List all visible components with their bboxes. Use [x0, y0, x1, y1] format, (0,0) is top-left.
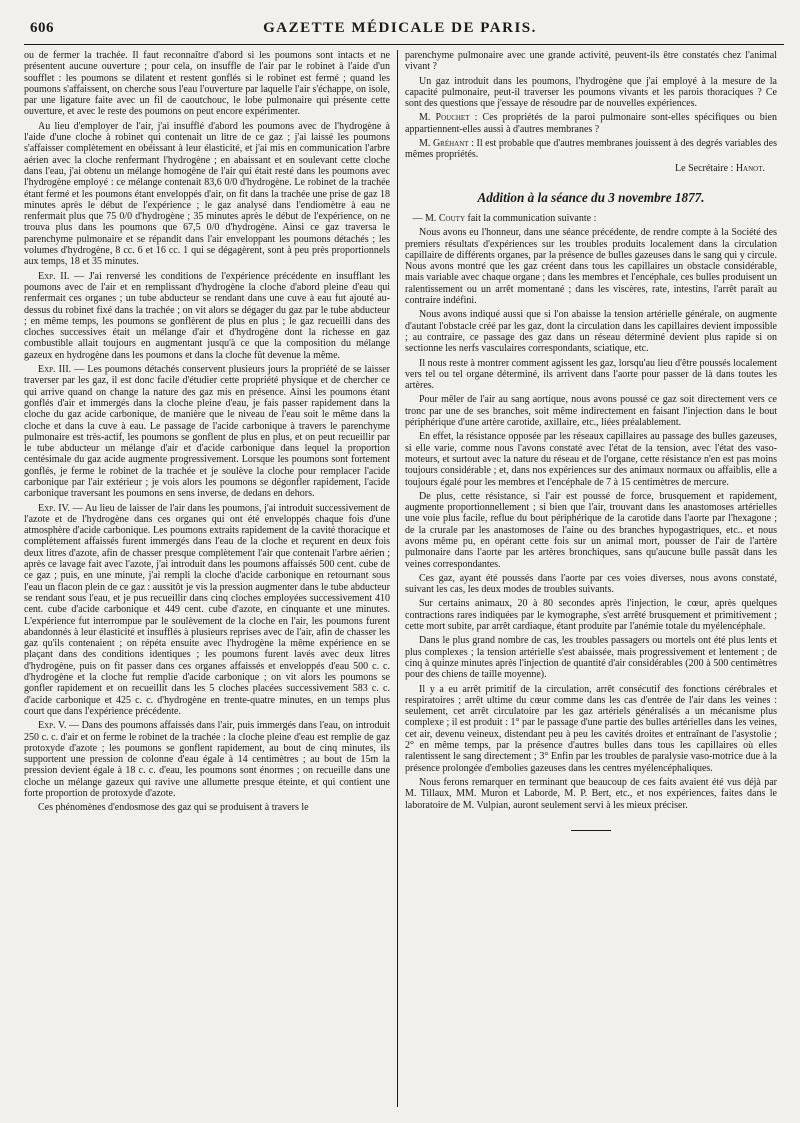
- paragraph: Pour mêler de l'air au sang aortique, nous avons poussé ce gaz soit directement vers ce tronc par une de ses branches, soit même indirectement en faisant l'injection dans le bout périphérique d'une artère carotide, axillaire, etc., liées préalablement.: [405, 394, 777, 429]
- experiment-label: Exp. III.: [38, 364, 72, 376]
- paragraph: [405, 112, 777, 135]
- paragraph: Nous avons eu l'honneur, dans une séance précédente, de rendre compte à la Société des premiers résultats d'expériences sur les troubles produits localement dans la circulation capillaire de différents organes, par la présence de bulles gazeuses dans le sang qui y circule. Nous avons montré que les gaz créent dans tous les capillaires un obstacle considérable, mais variable avec chaque organe ; dans les membres et l'encéphale, ces bulles produisent un ralentissement ou un arrêt momentané ; dans les viscères, rate, intestins, l'arrêt paraît au contraire indéfini.: [405, 227, 777, 307]
- paragraph: De plus, cette résistance, si l'air est poussé de force, brusquement et rapidement, augmente proportionnellement ; si bien que l'air, trouvant dans les anastomoses artérielles une voie plus facile, reflue du bout périphérique de la carotide dans l'aorte par l'hexagone ; de la crurale par les anastomoses de l'aine ou des branches hypogastriques, etc.. et nous avons même pu, en opérant cette fois sur un animal mort, pousser de l'air de l'artère pulmonaire dans l'aorte par les artères bronchiques, sans qu'aucune bulle passât dans les veines correspondantes.: [405, 490, 777, 570]
- paragraph: [24, 271, 390, 361]
- paragraph-text: — J'ai renversé les conditions de l'expérience précédente en insufflant les poumons avec de l'air et en remplissant d'hydrogène la cloche d'abord pleine d'eau qui renfermait ces organes ; un tube abducteur se rendant dans une cuve à eau fut ajouté au-dessus du robinet fixé dans la trachée ; on vit alors se dégager du gaz par le tube abducteur ; en même temps, les poumons se gonflèrent de plus en plus ; le gaz recueilli dans des cloches successives était un mélange d'air et d'hydrogène dont la richesse en gaz combustible allait toujours en augmentant jusqu'à ce que la composition du mélange gazeux en hydrogène dans les poumons et dans la cloche fût devenue la même.: [24, 270, 390, 361]
- end-separator: [405, 825, 777, 836]
- section-title: Addition à la séance du 3 novembre 1877.: [477, 189, 705, 205]
- paragraph-text: Il est probable que d'autres membranes jouissent à des degrés variables des mêmes propriétés.: [405, 138, 777, 161]
- left-column: [24, 50, 390, 1111]
- paragraph: [24, 503, 390, 718]
- paragraph: ou de fermer la trachée. Il faut reconnaître d'abord si les poumons sont intacts et ne présentent aucune ouverture ; pour cela, on insuffle de l'air par le robinet à l'aide d'un soufflet : les poumons se dilatent et restent gonflés si le robinet est fermé ; quand les poumons s'affaissent, on cherche sous l'eau l'ouverture par laquelle l'air s'échappe, on isole, par une ligature faite avec un fil de caoutchouc, le lobe pulmonaire qui présente cette ouverture, et avec le reste des poumons on peut encore expérimenter.: [24, 50, 390, 118]
- paragraph-text: Ces propriétés de la paroi pulmonaire sont-elles spécifiques ou bien appartiennent-elles aussi à d'autres membranes ?: [405, 112, 777, 135]
- paragraph: Ces gaz, ayant été poussés dans l'aorte par ces voies diverses, nous avons constaté, suivant les cas, les deux modes de troubles suivants.: [405, 572, 777, 596]
- header-rule: [24, 44, 784, 45]
- paragraph: [24, 720, 390, 799]
- paragraph: parenchyme pulmonaire avec une grande activité, peuvent-ils être constatés chez l'animal vivant ?: [405, 50, 777, 73]
- paragraph: Au lieu d'employer de l'air, j'ai insufflé d'abord les poumons avec de l'hydrogène à l'aide d'une cloche à robinet qui contenait un litre de ce gaz ; j'ai laissé les poumons s'affaisser complètement en obéissant à leur élasticité, et j'ai mis en communication l'arbre aérien avec la cloche renfermant l'hydrogène ; en abaissant et en soulevant cette cloche dans l'eau, j'ai obtenu un mélange homogène de l'air qui était resté dans les poumons avec l'hydrogène employé : ce mélange contenait 83,6 0/0 d'hydrogène. Le robinet de la trachée étant fermé et les poumons étant enveloppés d'air, on fit dans la trachée une prise de gaz 18 minutes après le début de l'expérience ; le gaz analysé dans l'endiomètre à eau ne renfermait plus que 75 0/0 d'hydrogène ; 35 minutes après le début de l'expérience, on ne trouva plus dans les poumons que 67,5 0/0 d'hydrogène. Ainsi ce gaz traversa le parenchyme pulmonaire et se répandit dans l'air enveloppant les poumons détachés ; les volumes d'hydrogène, 8 cc. 6 et 16 cc. 1 qui se dégagèrent, sont à peu près proportionnels aux temps, 18 et 35 minutes.: [24, 120, 390, 268]
- experiment-label: Exp. IV.: [38, 502, 70, 514]
- paragraph-text: — Dans des poumons affaissés dans l'air, puis immergés dans l'eau, on introduit 250 c. c. d'air et on ferme le robinet de la trachée : la cloche pleine d'eau est remplie de gaz protoxyde d'azote ; les poumons se gonflent rapidement, au bout de cinq minutes, ils supportent une pression de colonne d'eau égale à 14 centimètres ; au bout de 15m la pression devient égale à 18 c. c. d'eau, les poumons sont énormes ; on recueille dans une cloche un mélange gazeux qui ravive une allumette presque éteinte, et qui contient une forte proportion de protoxyde d'azote.: [24, 720, 390, 799]
- page-number: 606: [30, 20, 54, 36]
- paragraph: Nous avons indiqué aussi que si l'on abaisse la tension artérielle générale, on augmente d'autant l'obstacle créé par les gaz, dont la circulation dans les capillaires devient impossible ; au contraire, ce passage des gaz dans un réseau déterminé devient plus rapide si on sectionne les nerfs vasculaires correspondants, sciatique, etc.: [405, 309, 777, 355]
- paragraph: Dans le plus grand nombre de cas, les troubles passagers ou mortels ont été plus lents et plus complexes ; la tension artérielle s'est abaissée, mais progressivement et lentement ; de cinq à quinze minutes après l'injection de quantité d'air considérables (200 à 500 centimètres pour des chiens de taille moyenne).: [405, 635, 777, 681]
- paragraph: Sur certains animaux, 20 à 80 secondes après l'injection, le cœur, après quelques contractions rares indiquées par le kymographe, s'est arrêté brusquement et primitivement ; cette mort subite, par arrêt cardiaque, étant produite par l'anémie totale du myélencéphale.: [405, 598, 777, 633]
- paragraph: Nous ferons remarquer en terminant que beaucoup de ces faits avaient été vus déjà par M. Tillaux, MM. Muron et Laborde, M. P. Bert, etc., et nos expériences, faites dans le laboratoire de M. Vulpian, auront seulement servi à les mieux préciser.: [405, 776, 777, 811]
- paragraph: Il y a eu arrêt primitif de la circulation, arrêt consécutif des fonctions cérébrales et respiratoires ; arrêt ultime du cœur comme dans les cas d'entrée de l'air dans les veines : seulement, cet arrêt circulatoire par les gaz artériels généralisés a un mécanisme plus complexe ; il est produit : 1° par le passage d'une partie des bulles artérielles dans les veines, cet air, devenu veineux, distendant peu à peu les cavités droites et entraînant de l'asystolie ; 2° en même temps, par la présence d'autres bulles dans tous les capillaires où elles ralentissent le sang directement ; 3° Enfin par les troubles de paralysie vaso-motrice due à la présence prolongée d'embolies gazeuses dans les centres myélencéphaliques.: [405, 683, 777, 774]
- signature-prefix: Le Secrétaire :: [675, 162, 734, 174]
- paragraph: [405, 138, 777, 161]
- running-title: GAZETTE MÉDICALE DE PARIS.: [263, 20, 537, 36]
- paragraph-text: — Au lieu de laisser de l'air dans les poumons, j'ai introduit successivement de l'azote et de l'hydrogène dans ces organes qui ont été enveloppés chaque fois d'une atmosphère d'acide carbonique. Les poumons extraits rapidement de la cavité thoracique et complètement affaissés furent immergés dans l'eau de la cloche et reçurent en deux fois deux litres d'azote, afin de chasser presque complètement l'air que contenait l'arbre aérien ; après ce lavage fait avec l'azote, j'ai introduit dans les poumons affaissés 500 cent. cube de ce gaz ; puis, en une minute, j'ai rempli la cloche d'acide carbonique en retournant sous l'eau un flacon plein de ce gaz : aussitôt je vis la pression augmenter dans le tube abducteur se rendant sous l'eau, et je pus recueillir dans cinq cloches employées successivement 410 cent. cube d'acide carbonique et 449 cent. cube d'azote, en cinquante et une minutes. L'expérience fut interrompue par le soulèvement de la cloche en l'air, les poumons furent abandonnés à leur élasticité et insufflés à plusieurs reprises avec de l'air, afin de chasser les gaz qu'ils contenaient ; on répéta ensuite avec l'hydrogène la même expérience en se plaçant dans des conditions identiques ; les poumons furent lavés avec deux litres d'hydrogène, puis on fit passer dans ces organes affaissés et enveloppés d'eau 500 c. c. d'hydrogène et la cloche fut remplie d'acide carbonique ; on vit alors les poumons se gonfler rapidement et on recueillit dans les 5 cloches placées successivement 583 c. c. d'acide carbonique et 425 c. c. d'hydrogène en trente-quatre minutes, en un temps plus court que dans l'expérience précédente.: [24, 502, 390, 717]
- experiment-label: Exp. V.: [38, 720, 67, 732]
- speaker-label: M. Gréhant :: [419, 138, 474, 150]
- speaker-label: — M. Couty: [412, 212, 466, 224]
- paragraph-text: — Les poumons détachés conservent plusieurs jours la propriété de se laisser traverser par les gaz, il est donc facile d'étudier cette propriété physique et de chercher ce qui arrive quand on change la nature des gaz mis en présence. Ainsi les poumons étant gonflés d'air et immergés dans la cloche pleine d'eau, je fais passer rapidement dans la cloche du gaz acide carbonique, de manière que le niveau de l'eau soit le même dans la cloche et dans la cuve à eau. Le passage de l'acide carbonique à travers le parenchyme pulmonaire est très-actif, les poumons se gonflent de plus en plus, et on peut recueillir par le tube abducteur un mélange d'air et d'acide carbonique dans lequel la proportion centésimale du gaz acide augmente progressivement. Lorsque les poumons sont fortement gonflés, je ferme le robinet de la trachée et je soulève la cloche pour remplacer l'acide carbonique par l'air extérieur ; je vois alors les poumons se dégonfler rapidement, l'acide carbonique traversant les poumons en sens inverse, de dedans en dehors.: [24, 364, 390, 500]
- paragraph: [405, 213, 777, 224]
- paragraph: [24, 364, 390, 500]
- speaker-label: M. Pouchet :: [419, 112, 478, 124]
- paragraph-text: fait la communication suivante :: [467, 212, 597, 224]
- paragraph: Il nous reste à montrer comment agissent les gaz, lorsqu'au lieu d'être poussés localement vers tel ou tel organe déterminé, ils arrivent dans l'aorte pour passer de là dans toutes les artères.: [405, 357, 777, 392]
- column-divider: [397, 50, 398, 1107]
- experiment-label: Exp. II.: [38, 270, 70, 282]
- paragraph: Un gaz introduit dans les poumons, l'hydrogène que j'ai employé à la mesure de la capacité pulmonaire, peut-il traverser les poumons vivants et les parois thoraciques ? Ce sont des questions que j'essaye de résoudre par de nouvelles expériences.: [405, 75, 777, 110]
- right-column: [405, 50, 777, 1111]
- secretary-signature: [405, 163, 777, 174]
- signature-name: Hanot.: [735, 162, 765, 174]
- paragraph: En effet, la résistance opposée par les réseaux capillaires au passage des bulles gazeuses, si elle varie, comme nous l'avons constaté avec l'état de la tension, avec l'état des vaso-moteurs, et surtout avec la nature du réseau et de l'organe, cette résistance n'en est pas moins toujours considérable ; et, dans nos expériences sur des animaux normaux ou affaiblis, elle a toujours égalé pour les membres et l'encéphale de 7 à 15 centimètres de mercure.: [405, 431, 777, 488]
- paragraph: Ces phénomènes d'endosmose des gaz qui se produisent à travers le: [38, 802, 309, 814]
